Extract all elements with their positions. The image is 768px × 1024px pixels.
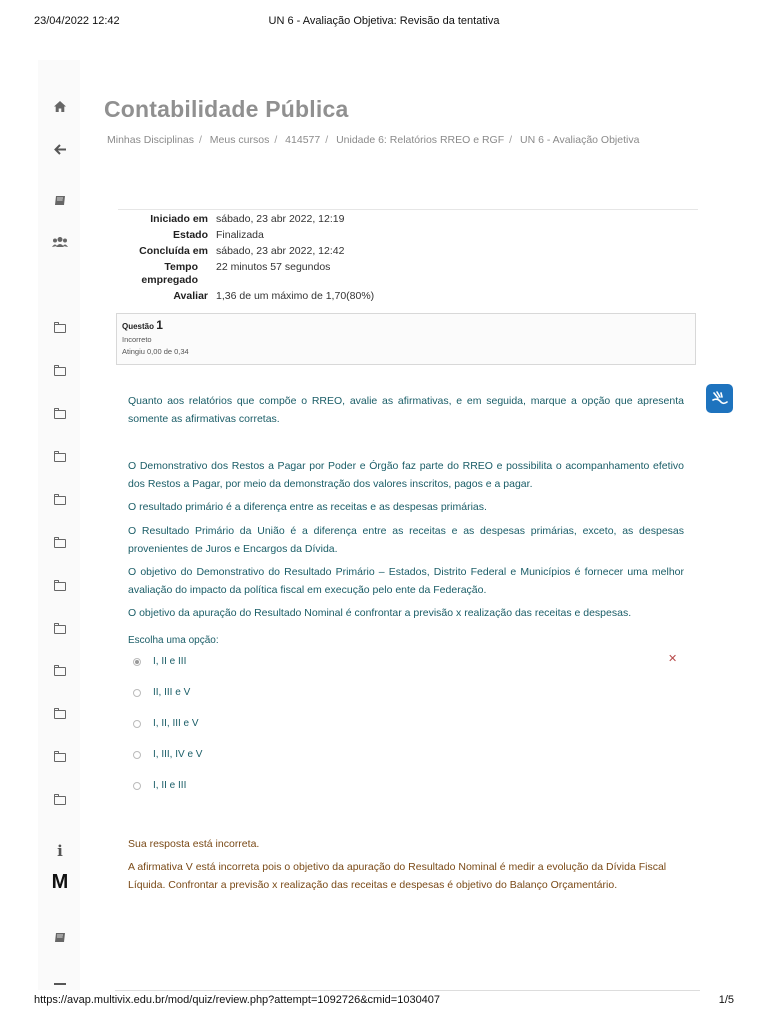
breadcrumb-item[interactable]: UN 6 - Avaliação Objetiva [519,134,640,146]
attempt-summary [118,209,698,303]
statement: O objetivo da apuração do Resultado Nominal é confrontar a previsão x realização das receitas e despesas. [128,607,632,619]
breadcrumb-item[interactable]: 414577 [285,134,321,146]
footer-divider [115,990,700,991]
summary-label: Iniciado em [150,213,208,225]
option-label: I, II, III e V [153,718,199,729]
summary-value: 22 minutos 57 segundos [216,261,331,273]
users-icon[interactable] [50,232,70,252]
summary-row [118,245,698,258]
option-label: I, II e III [153,780,187,791]
print-timestamp: 23/04/2022 12:42 [34,15,120,27]
folder-icon[interactable] [50,404,70,424]
folder-icon[interactable] [50,318,70,338]
print-url: https://avap.multivix.edu.br/mod/quiz/review.php?attempt=1092726&cmid=1030407 [34,994,441,1006]
question-info [116,313,696,365]
option-label: II, III e V [153,687,191,698]
summary-value: Finalizada [216,229,264,241]
answer-option[interactable] [133,780,186,791]
statement: O resultado primário é a diferença entre as receitas e as despesas primárias. [128,501,487,513]
info-icon[interactable]: i [57,842,63,860]
radio-button[interactable] [133,782,141,790]
folder-icon[interactable] [50,447,70,467]
radio-selected[interactable] [133,658,141,666]
folder-icon[interactable] [50,790,70,810]
radio-button[interactable] [133,751,141,759]
summary-value: sábado, 23 abr 2022, 12:42 [216,245,345,257]
home-icon[interactable] [50,96,70,116]
statement: O objetivo do Demonstrativo do Resultado Primário – Estados, Distrito Federal e Municípios é fornecer uma melhor avaliação do impacto da política fiscal em execução pelo ente da Federação. [128,566,684,596]
radio-button[interactable] [133,689,141,697]
summary-label: Estado [172,229,208,241]
book-icon[interactable] [50,190,70,210]
summary-value: sábado, 23 abr 2022, 12:19 [216,213,345,225]
statement: O Resultado Primário da União é a diferença entre as receitas e as despesas primárias, exceto, as despesas provenientes de Juros e Encargos da Dívida. [128,525,684,555]
incorrect-x-icon: ✕ [668,653,678,665]
choose-option-label: Escolha uma opção: [128,635,219,646]
summary-label: Concluída em [139,245,208,257]
folder-icon[interactable] [50,704,70,724]
answer-option[interactable] [133,718,199,729]
question-score: Atingiu 0,00 de 0,34 [122,347,189,356]
menu-divider [54,983,66,985]
feedback-text: A afirmativa V está incorreta pois o objetivo da apuração do Resultado Nominal é medir a evolução da Dívida Fiscal Líquida. Confrontar a previsão x realização das receitas e despesas é objetivo do Balanço Orçamentário. [128,861,667,891]
answer-option[interactable] [133,687,190,698]
question-prompt: Quanto aos relatórios que compõe o RREO, avalie as afirmativas, e em seguida, marque a opção que apresenta somente as afirmativas corretas. [128,395,684,425]
option-label: I, II e III [153,656,187,667]
feedback-title: Sua resposta está incorreta. [128,838,260,850]
back-arrow-icon[interactable] [50,139,70,159]
option-label: I, III, IV e V [153,749,203,760]
folder-icon[interactable] [50,747,70,767]
radio-button[interactable] [133,720,141,728]
folder-icon[interactable] [50,576,70,596]
summary-label: Avaliar [173,290,208,302]
accessibility-hand-icon[interactable] [706,384,733,413]
folder-icon[interactable] [50,661,70,681]
folder-icon[interactable] [50,619,70,639]
answer-option[interactable] [133,656,186,667]
breadcrumb-item[interactable]: Minhas Disciplinas [107,134,194,146]
question-number: Questão 1 [122,318,163,332]
answer-option[interactable] [133,749,202,760]
summary-label: Tempo empregado [141,261,198,286]
folder-icon[interactable] [50,533,70,553]
page-title: Contabilidade Pública [104,96,349,122]
folder-icon[interactable] [50,490,70,510]
m-logo[interactable]: M [51,870,69,893]
summary-row [118,261,698,287]
breadcrumb: Minhas Disciplinas / Meus cursos / 414577 / Unidade 6: Relatórios RREO e RGF / UN 6 - Avaliação Objetiva [107,134,640,146]
folder-icon[interactable] [50,361,70,381]
summary-row [118,229,698,242]
summary-row [118,213,698,226]
breadcrumb-item[interactable]: Meus cursos [209,134,270,146]
statement: O Demonstrativo dos Restos a Pagar por Poder e Órgão faz parte do RREO e possibilita o acompanhamento efetivo dos Restos a Pagar, por meio da demonstração dos valores inscritos, pagos e a pagar. [128,460,684,490]
question-status: Incorreto [122,335,152,344]
print-header [0,15,768,31]
breadcrumb-item[interactable]: Unidade 6: Relatórios RREO e RGF [336,134,505,146]
print-page-number: 1/5 [718,994,734,1006]
book-icon[interactable] [50,927,70,947]
summary-value: 1,36 de um máximo de 1,70(80%) [216,290,375,302]
summary-row [118,290,698,303]
print-title: UN 6 - Avaliação Objetiva: Revisão da tentativa [268,15,500,27]
